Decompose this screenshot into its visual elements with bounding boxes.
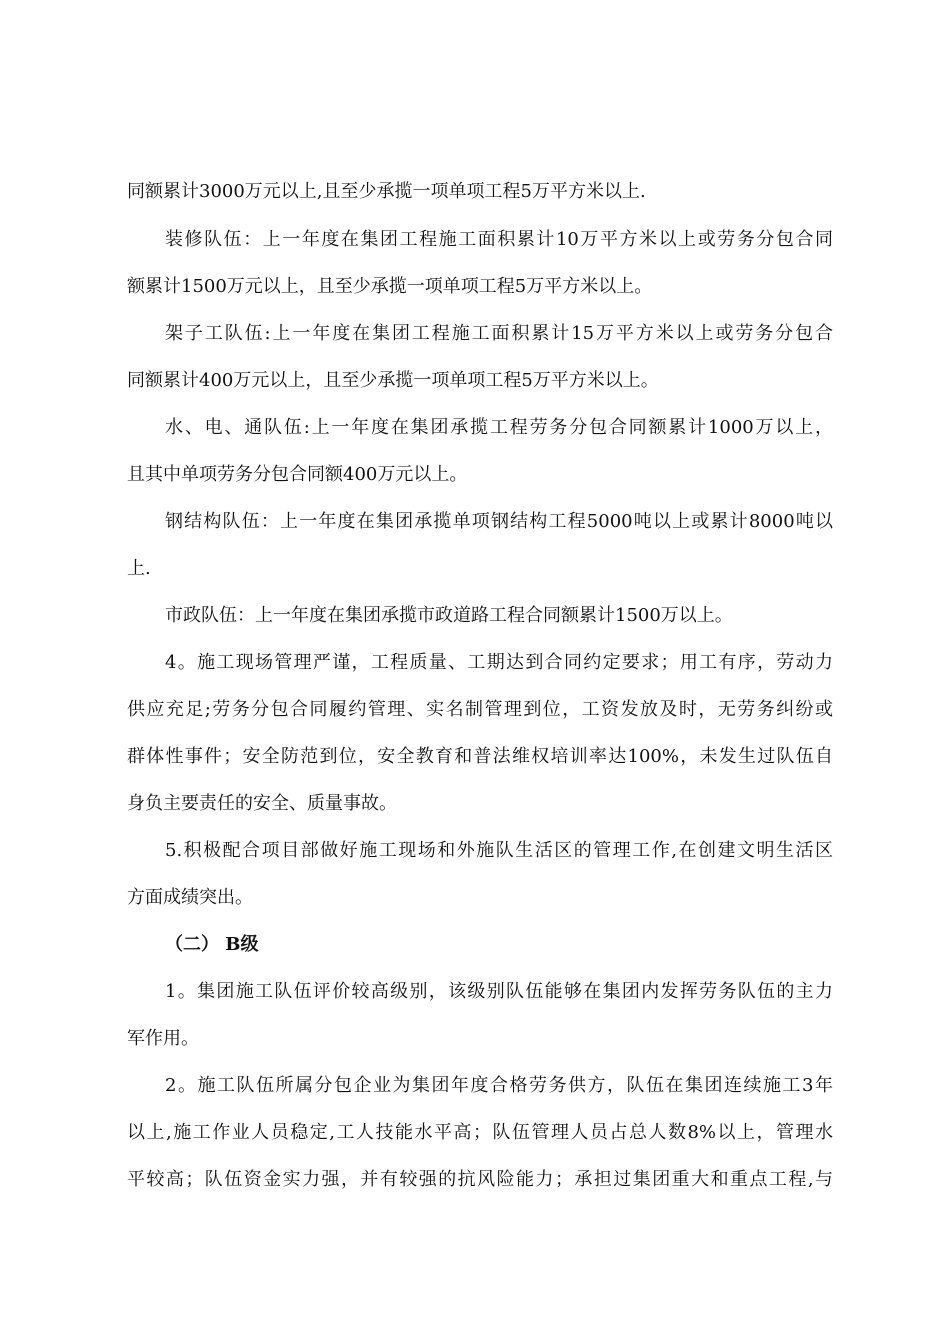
paragraph-line: 5.积极配合项目部做好施工现场和外施队生活区的管理工作,在创建文明生活区 [165, 840, 833, 861]
paragraph-line: 额累计1500万元以上，且至少承揽一项单项工程5万平方米以上。 [127, 276, 653, 297]
paragraph-line: 市政队伍：上一年度在集团承揽市政道路工程合同额累计1500万以上。 [165, 605, 733, 626]
paragraph-line: 供应充足;劳务分包合同履约管理、实名制管理到位，工资发放及时，无劳务纠纷或 [127, 699, 833, 720]
paragraph-line: 钢结构队伍：上一年度在集团承揽单项钢结构工程5000吨以上或累计8000吨以 [165, 511, 833, 532]
section-heading: （二） B级 [165, 934, 259, 955]
paragraph-line: 方面成绩突出。 [127, 887, 253, 908]
paragraph-line: 且其中单项劳务分包合同额400万元以上。 [127, 464, 468, 485]
paragraph-line: 群体性事件；安全防范到位，安全教育和普法维权培训率达100%，未发生过队伍自 [127, 746, 833, 767]
paragraph-line: 同额累计400万元以上，且至少承揽一项单项工程5万平方米以上。 [127, 370, 659, 391]
paragraph-line: 水、电、通队伍:上一年度在集团承揽工程劳务分包合同额累计1000万以上， [165, 417, 833, 438]
paragraph-line: 上. [127, 558, 151, 579]
paragraph-line: 身负主要责任的安全、质量事故。 [127, 793, 397, 814]
paragraph-line: 2。施工队伍所属分包企业为集团年度合格劳务供方，队伍在集团连续施工3年 [165, 1075, 833, 1096]
paragraph-line: 军作用。 [127, 1028, 199, 1049]
paragraph-line: 平较高；队伍资金实力强，并有较强的抗风险能力；承担过集团重大和重点工程,与 [127, 1169, 833, 1190]
paragraph-line: 4。施工现场管理严谨，工程质量、工期达到合同约定要求；用工有序，劳动力 [165, 652, 833, 673]
paragraph-line: 同额累计3000万元以上,且至少承揽一项单项工程5万平方米以上. [127, 181, 646, 202]
paragraph-line: 架子工队伍:上一年度在集团工程施工面积累计15万平方米以上或劳务分包合 [165, 323, 833, 344]
paragraph-line: 装修队伍：上一年度在集团工程施工面积累计10万平方米以上或劳务分包合同 [165, 229, 833, 250]
paragraph-line: 1。集团施工队伍评价较高级别，该级别队伍能够在集团内发挥劳务队伍的主力 [165, 981, 833, 1002]
paragraph-line: 以上,施工作业人员稳定,工人技能水平高；队伍管理人员占总人数8%以上，管理水 [127, 1122, 833, 1143]
